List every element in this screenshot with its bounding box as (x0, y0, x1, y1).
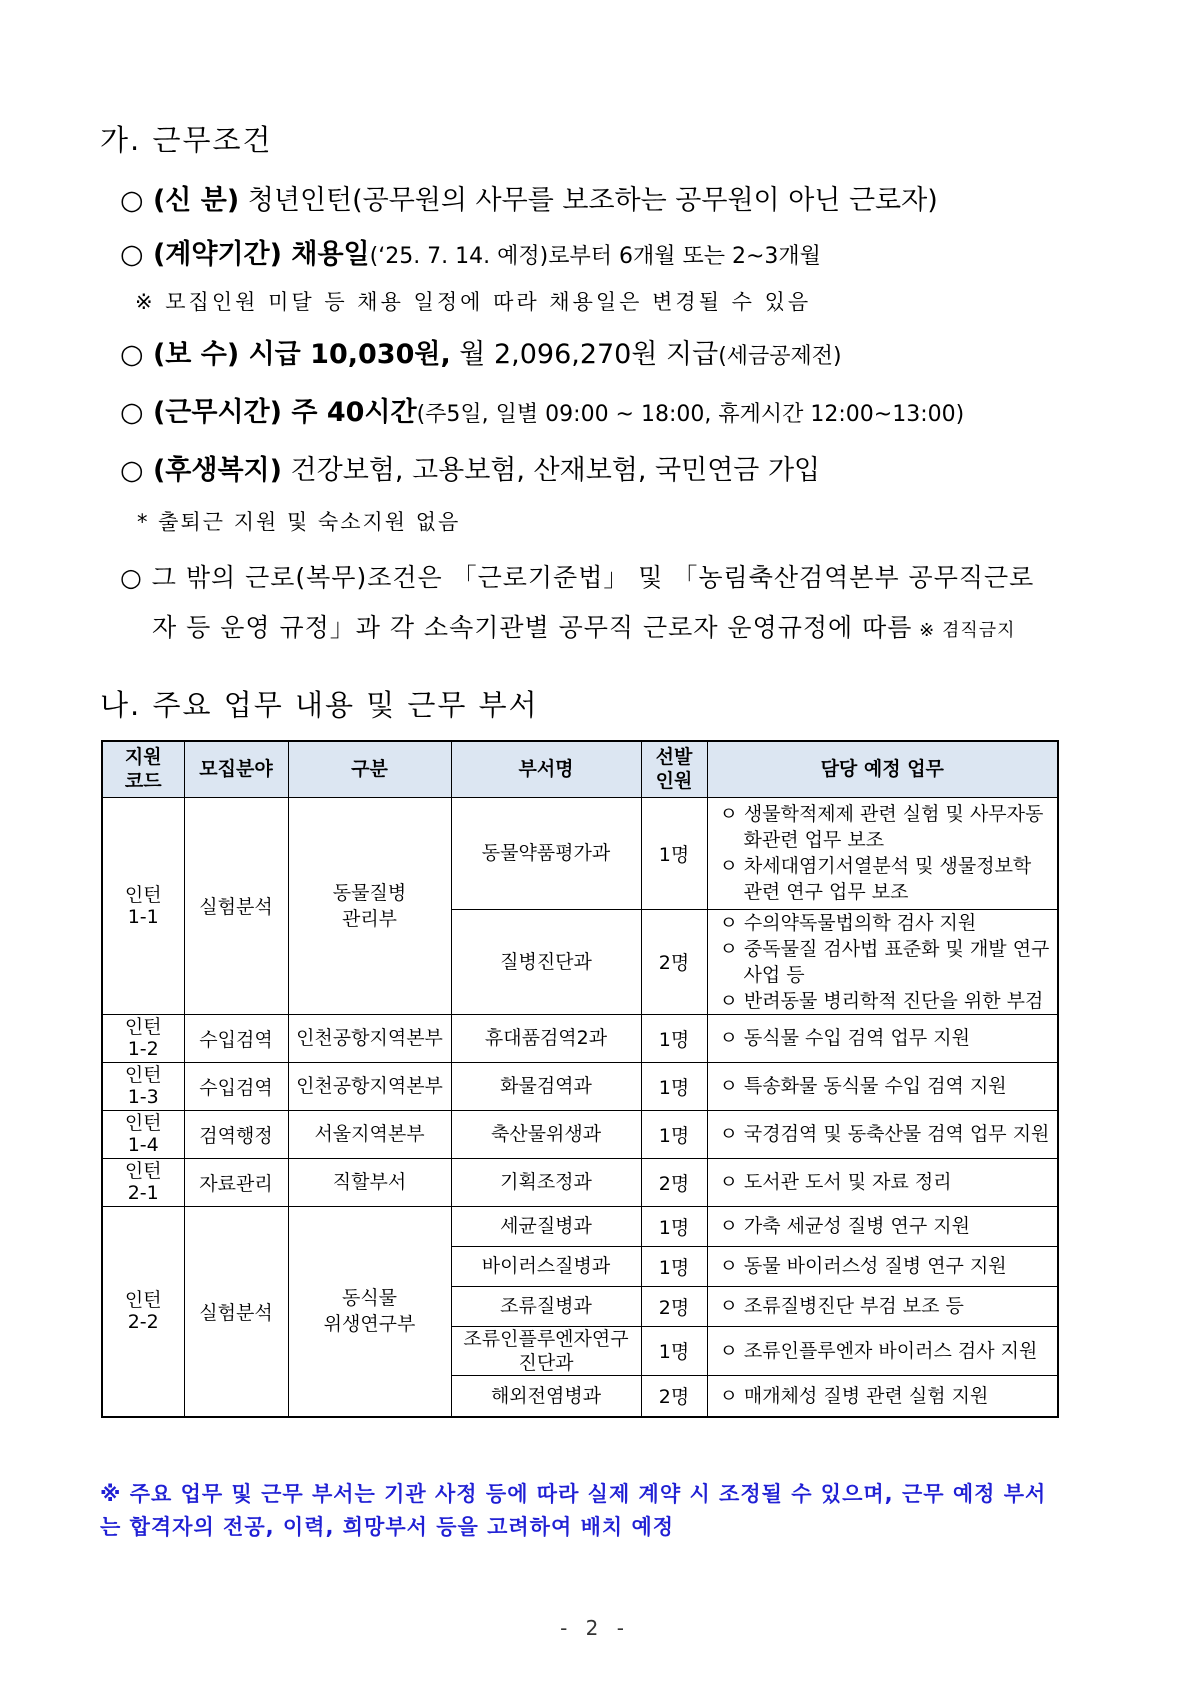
cell-dept-text: 휴대품검역2과 (484, 1027, 608, 1049)
task-item: ㅇ 도서관 도서 및 자료 정리 (719, 1171, 952, 1193)
condition-label: ○ (보 수) 시급 10,030원, (120, 339, 451, 370)
cell-tasks (707, 1375, 1058, 1417)
task-item: ㅇ 매개체성 질병 관련 실험 지원 (719, 1384, 989, 1407)
cell-count (641, 1326, 707, 1375)
cell-tasks (707, 909, 1058, 1014)
cell-dept-text: 기획조정과 (500, 1171, 592, 1193)
cell-count (641, 1062, 707, 1110)
cell-field-text: 수입검역 (199, 1076, 273, 1099)
header-division-text: 구분 (351, 758, 388, 781)
table-row (102, 1158, 1058, 1206)
cell-count (641, 1286, 707, 1326)
section-title-conditions: 가. 근무조건 (100, 123, 273, 157)
header-field-text: 모집분야 (199, 758, 273, 781)
condition-status (120, 178, 938, 217)
table-row (102, 1206, 1058, 1246)
cell-dept (451, 1246, 641, 1286)
cell-division (288, 1110, 451, 1158)
condition-hours (120, 390, 964, 429)
task-item: ㅇ 국경검역 및 동축산물 검역 업무 지원 (719, 1123, 1050, 1145)
cell-field-text: 실험분석 (199, 896, 273, 918)
table-row (102, 1014, 1058, 1062)
cell-count (641, 909, 707, 1014)
cell-dept (451, 909, 641, 1014)
condition-text: 건강보험, 고용보험, 산재보험, 국민연금 가입 (281, 455, 821, 486)
cell-dept (451, 1062, 641, 1110)
cell-count-text: 1명 (658, 1124, 690, 1147)
cell-code-text: 인턴 1-2 (124, 1016, 162, 1060)
cell-field-text: 검역행정 (199, 1124, 273, 1147)
cell-tasks (707, 1158, 1058, 1206)
cell-count-text: 2명 (658, 952, 690, 974)
header-field (184, 741, 288, 797)
cell-field-text: 자료관리 (199, 1172, 273, 1195)
task-item: ㅇ 차세대염기서열분석 및 생물정보학 관련 연구 업무 보조 (719, 855, 1032, 903)
cell-code (102, 1110, 184, 1158)
condition-text: (주5일, 일별 09:00 ~ 18:00, 휴게시간 12:00~13:00) (416, 402, 965, 427)
task-item: ㅇ 동물 바이러스성 질병 연구 지원 (719, 1255, 1007, 1277)
duty-table (101, 740, 1059, 1418)
page-number: - 2 - (560, 1616, 630, 1640)
task-item: ㅇ 조류인플루엔자 바이러스 검사 지원 (719, 1339, 1038, 1362)
cell-division-text: 서울지역본부 (314, 1123, 425, 1145)
header-count-text: 선발 인원 (655, 746, 693, 793)
task-item: ㅇ 가축 세균성 질병 연구 지원 (719, 1215, 970, 1237)
header-code-text: 지원 코드 (124, 746, 162, 793)
cell-division-text: 인천공항지역본부 (296, 1027, 443, 1049)
cell-dept (451, 1206, 641, 1246)
cell-dept-text: 축산물위생과 (490, 1123, 602, 1145)
cell-field (184, 1062, 288, 1110)
condition-label: ○ (신 분) (120, 185, 240, 216)
cell-tasks (707, 1246, 1058, 1286)
cell-dept (451, 1110, 641, 1158)
cell-division-text: 직할부서 (332, 1171, 407, 1193)
task-item: ㅇ 특송화물 동식물 수입 검역 지원 (719, 1075, 1007, 1097)
condition-welfare (120, 448, 820, 487)
cell-field (184, 1158, 288, 1206)
cell-code-text: 인턴 1-4 (124, 1112, 162, 1156)
cell-count-text: 2명 (658, 1172, 690, 1195)
cell-code (102, 1062, 184, 1110)
cell-tasks (707, 1110, 1058, 1158)
other-conditions-line2 (152, 608, 1016, 644)
cell-dept (451, 1158, 641, 1206)
cell-count (641, 1014, 707, 1062)
cell-count (641, 1246, 707, 1286)
cell-field (184, 1014, 288, 1062)
cell-dept (451, 1014, 641, 1062)
cell-dept (451, 1326, 641, 1375)
cell-field-text: 수입검역 (199, 1028, 273, 1051)
task-item: ㅇ 반려동물 병리학적 진단을 위한 부검 (719, 989, 1044, 1012)
cell-field (184, 1110, 288, 1158)
cell-count (641, 1206, 707, 1246)
cell-code-text: 인턴 2-1 (124, 1160, 162, 1204)
cell-count-text: 1명 (658, 1341, 690, 1363)
cell-field (184, 797, 288, 1014)
cell-dept-text: 화물검역과 (500, 1075, 592, 1097)
cell-code-text: 인턴 1-3 (124, 1064, 162, 1108)
cell-tasks (707, 1206, 1058, 1246)
condition-small: (세금공제전) (718, 344, 842, 369)
cell-tasks (707, 797, 1058, 909)
task-item: ㅇ 수의약독물법의학 검사 지원 (719, 911, 977, 934)
cell-tasks (707, 1014, 1058, 1062)
cell-count-text: 1명 (658, 1216, 690, 1239)
cell-count-text: 1명 (658, 843, 690, 866)
cell-dept-text: 세균질병과 (500, 1215, 592, 1237)
task-item: ㅇ 중독물질 검사법 표준화 및 개발 연구사업 등 (719, 937, 1050, 986)
condition-pay (120, 332, 842, 371)
welfare-note: * 출퇴근 지원 및 숙소지원 없음 (137, 510, 461, 534)
cell-count (641, 1158, 707, 1206)
cell-code (102, 1206, 184, 1417)
other-conditions-text: 자 등 운영 규정」과 각 소속기관별 공무직 근로자 운영규정에 따름 (152, 613, 913, 642)
cell-field (184, 1206, 288, 1417)
cell-code (102, 797, 184, 1014)
section-title-duties: 나. 주요 업무 내용 및 근무 부서 (100, 688, 539, 722)
cell-tasks (707, 1326, 1058, 1375)
header-count (641, 741, 707, 797)
other-conditions-line1: ○ 그 밖의 근로(복무)조건은 「근로기준법」 및 「농림축산검역본부 공무직근로 (120, 563, 1035, 592)
cell-code (102, 1014, 184, 1062)
header-tasks-text: 담당 예정 업무 (820, 758, 944, 781)
header-dept (451, 741, 641, 797)
condition-label: ○ (계약기간) 채용일 (120, 239, 370, 270)
task-item: ㅇ 조류질병진단 부검 보조 등 (719, 1295, 964, 1317)
cell-count (641, 1110, 707, 1158)
table-row (102, 797, 1058, 909)
cell-division (288, 1014, 451, 1062)
contract-note: ※ 모집인원 미달 등 채용 일정에 따라 채용일은 변경될 수 있음 (135, 290, 812, 314)
cell-code-text: 인턴 2-2 (124, 1289, 162, 1334)
condition-text: 월 2,096,270원 지급 (450, 339, 719, 370)
cell-division (288, 1158, 451, 1206)
cell-count-text: 2명 (658, 1386, 690, 1409)
cell-dept-text: 바이러스질병과 (481, 1255, 611, 1277)
cell-count-text: 1명 (658, 1028, 690, 1051)
cell-division-text: 동식물 위생연구부 (323, 1287, 416, 1336)
task-item: ㅇ 동식물 수입 검역 업무 지원 (719, 1027, 970, 1049)
table-row (102, 1062, 1058, 1110)
cell-dept-text: 질병진단과 (500, 950, 592, 973)
header-dept-text: 부서명 (518, 758, 574, 781)
cell-count (641, 797, 707, 909)
header-code (102, 741, 184, 797)
table-row (102, 1110, 1058, 1158)
cell-field-text: 실험분석 (199, 1301, 273, 1324)
other-conditions-note: ※ 겸직금지 (912, 620, 1016, 641)
cell-dept (451, 797, 641, 909)
cell-count-text: 1명 (658, 1076, 690, 1099)
cell-dept-text: 조류인플루엔자연구 진단과 (463, 1327, 629, 1374)
cell-code-text: 인턴 1-1 (124, 883, 162, 928)
cell-division-text: 인천공항지역본부 (296, 1075, 443, 1097)
table-header-row (102, 741, 1058, 797)
cell-dept (451, 1375, 641, 1417)
cell-count-text: 2명 (658, 1296, 690, 1319)
cell-code (102, 1158, 184, 1206)
cell-tasks (707, 1286, 1058, 1326)
condition-contract (120, 232, 821, 271)
cell-division (288, 1062, 451, 1110)
condition-label: ○ (근무시간) 주 40시간 (120, 397, 417, 428)
cell-dept-text: 동물약품평가과 (481, 842, 611, 864)
cell-division-text: 동물질병 관리부 (332, 881, 407, 930)
cell-dept (451, 1286, 641, 1326)
header-division (288, 741, 451, 797)
cell-dept-text: 해외전염병과 (490, 1384, 602, 1407)
condition-label: ○ (후생복지) (120, 455, 282, 486)
cell-count (641, 1375, 707, 1417)
cell-division (288, 797, 451, 1014)
cell-division (288, 1206, 451, 1417)
task-item: ㅇ 생물학적제제 관련 실험 및 사무자동화관련 업무 보조 (719, 803, 1044, 851)
header-tasks (707, 741, 1058, 797)
cell-count-text: 1명 (658, 1256, 690, 1279)
condition-text: 청년인턴(공무원의 사무를 보조하는 공무원이 아닌 근로자) (239, 185, 938, 216)
cell-dept-text: 조류질병과 (500, 1295, 592, 1317)
cell-tasks (707, 1062, 1058, 1110)
condition-text: (‘25. 7. 14. 예정)로부터 6개월 또는 2~3개월 (369, 244, 821, 269)
adjustment-notice: ※ 주요 업무 및 근무 부서는 기관 사정 등에 따라 실제 계약 시 조정될 수 있으며, 근무 예정 부서는 합격자의 전공, 이력, 희망부서 등을 고려하여 배치 예정 (100, 1482, 1047, 1539)
